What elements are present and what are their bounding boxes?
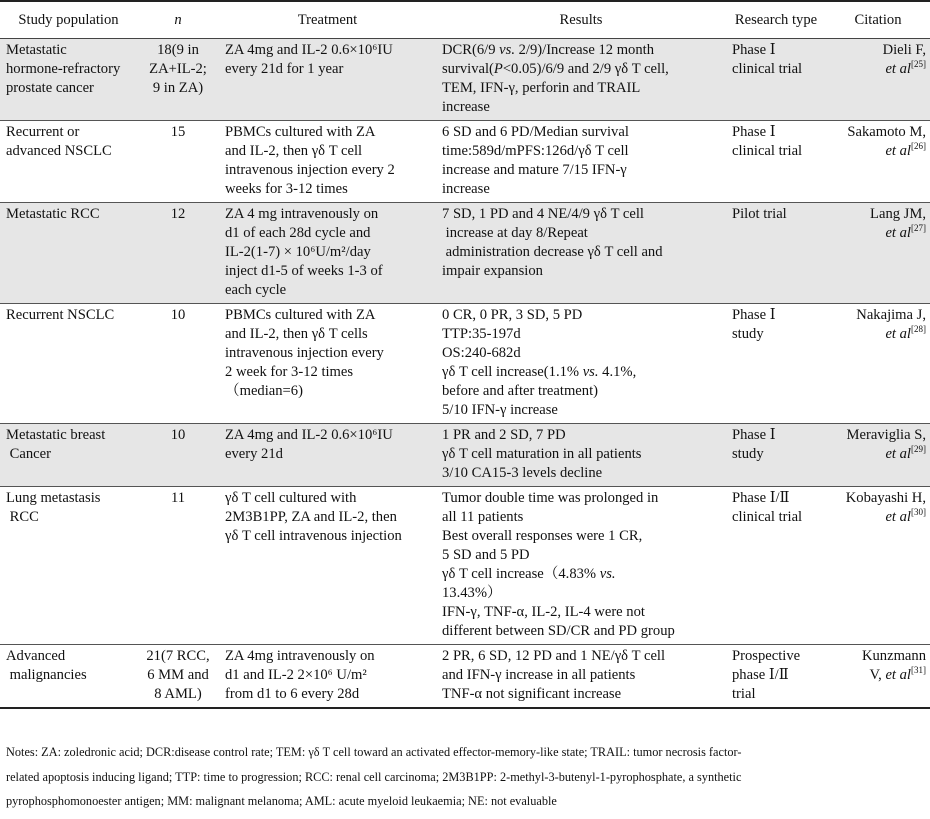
citation-cell <box>826 304 930 424</box>
treatment-line: weeks for 3-12 times <box>225 181 348 197</box>
treatment-line: ZA 4mg and IL-2 0.6×10⁶IU <box>225 427 393 443</box>
results-line: 6 SD and 6 PD/Median survival <box>442 124 629 140</box>
results-line: administration decrease γδ T cell and <box>442 244 663 260</box>
note-line: related apoptosis inducing ligand; TTP: time to progression; RCC: renal cell carcinoma; 2M3B1PP: 2-methyl-3-butenyl-1-pyrophosphate, a synthetic <box>6 769 742 784</box>
citation-line: et al[27] <box>885 223 926 241</box>
results-line: Best overall responses were 1 CR, <box>442 528 643 544</box>
results-line: survival(P<0.05)/6/9 and 2/9 γδ T cell, <box>442 61 669 77</box>
research-type-cell <box>726 645 826 709</box>
results-line: TEM, IFN-γ, perforin and TRAIL <box>442 80 641 96</box>
results-line: γδ T cell increase（4.83% vs. <box>442 566 616 582</box>
results-line: increase <box>442 99 490 115</box>
results-cell <box>436 304 726 424</box>
header-study-population: Study population <box>0 1 137 39</box>
results-cell <box>436 203 726 304</box>
treatment-cell <box>219 487 436 645</box>
citation-cell <box>826 645 930 709</box>
results-line: 0 CR, 0 PR, 3 SD, 5 PD <box>442 307 583 323</box>
treatment-cell <box>219 203 436 304</box>
research-type-line: study <box>732 326 764 342</box>
n-line: 9 in ZA) <box>152 80 204 96</box>
treatment-line: ZA 4mg intravenously on <box>225 648 375 664</box>
citation-line: V, et al[31] <box>869 665 926 683</box>
results-line: 2 PR, 6 SD, 12 PD and 1 NE/γδ T cell <box>442 648 666 664</box>
treatment-line: and IL-2, then γδ T cells <box>225 326 368 342</box>
treatment-line: inject d1-5 of weeks 1-3 of <box>225 263 383 279</box>
research-type-line: phase Ⅰ/Ⅱ <box>732 667 789 683</box>
population-line: Recurrent NSCLC <box>6 307 115 323</box>
n-cell <box>137 645 219 709</box>
results-line: 5/10 IFN-γ increase <box>442 402 558 418</box>
research-type-line: clinical trial <box>732 143 803 159</box>
table-row <box>0 121 930 203</box>
population-line: prostate cancer <box>6 80 94 96</box>
citation-cell <box>826 121 930 203</box>
header-research-type: Research type <box>726 1 826 39</box>
treatment-line: intravenous injection every <box>225 345 384 361</box>
table-row <box>0 487 930 645</box>
treatment-line: each cycle <box>225 282 287 298</box>
population-cell <box>0 304 137 424</box>
treatment-line: and IL-2, then γδ T cell <box>225 143 363 159</box>
table-row <box>0 203 930 304</box>
n-line: 21(7 RCC, <box>146 648 210 664</box>
population-line: malignancies <box>6 667 87 683</box>
treatment-line: every 21d for 1 year <box>225 61 344 77</box>
population-line: Metastatic RCC <box>6 206 100 222</box>
results-line: increase and mature 7/15 IFN-γ <box>442 162 627 178</box>
research-type-line: Phase Ⅰ <box>732 427 776 443</box>
citation-cell <box>826 487 930 645</box>
treatment-cell <box>219 645 436 709</box>
results-line: increase at day 8/Repeat <box>442 225 588 241</box>
n-cell <box>137 203 219 304</box>
research-type-line: clinical trial <box>732 61 803 77</box>
results-line: 3/10 CA15-3 levels decline <box>442 465 603 481</box>
population-line: Metastatic breast <box>6 427 106 443</box>
research-type-line: clinical trial <box>732 509 803 525</box>
results-cell <box>436 121 726 203</box>
results-line: impair expansion <box>442 263 543 279</box>
citation-line: et al[28] <box>885 324 926 342</box>
results-line: and IFN-γ increase in all patients <box>442 667 636 683</box>
n-line: 12 <box>170 206 186 222</box>
citation-cell <box>826 39 930 121</box>
population-line: Recurrent or <box>6 124 80 140</box>
treatment-line: IL-2(1-7) × 10⁶U/m²/day <box>225 244 371 260</box>
population-cell <box>0 39 137 121</box>
population-cell <box>0 645 137 709</box>
treatment-line: d1 of each 28d cycle and <box>225 225 371 241</box>
citation-line: Meraviglia S, <box>846 427 926 443</box>
table-row <box>0 645 930 709</box>
n-line: 10 <box>170 307 186 323</box>
results-line: DCR(6/9 vs. 2/9)/Increase 12 month <box>442 42 654 58</box>
treatment-line: intravenous injection every 2 <box>225 162 395 178</box>
research-type-cell <box>726 304 826 424</box>
table-body <box>0 39 930 709</box>
treatment-cell <box>219 121 436 203</box>
research-type-line: Phase Ⅰ <box>732 307 776 323</box>
citation-line: et al[30] <box>885 507 926 525</box>
n-line: 18(9 in <box>157 42 199 58</box>
treatment-line: from d1 to 6 every 28d <box>225 686 360 702</box>
population-line: Lung metastasis <box>6 490 101 506</box>
treatment-cell <box>219 304 436 424</box>
n-line: 10 <box>170 427 186 443</box>
citation-line: Kunzmann <box>861 648 926 664</box>
results-cell <box>436 39 726 121</box>
population-line: Advanced <box>6 648 66 664</box>
treatment-line: 2M3B1PP, ZA and IL-2, then <box>225 509 397 525</box>
citation-cell <box>826 424 930 487</box>
note-line: Notes: ZA: zoledronic acid; DCR:disease control rate; TEM: γδ T cell toward an activated effector-memory-like state; TRAIL: tumor necrosis factor- <box>6 745 742 759</box>
results-cell <box>436 487 726 645</box>
n-cell <box>137 487 219 645</box>
treatment-line: PBMCs cultured with ZA <box>225 307 376 323</box>
research-type-line: trial <box>732 686 756 702</box>
results-line: Tumor double time was prolonged in <box>442 490 659 506</box>
citation-line: et al[25] <box>885 59 926 77</box>
table-row <box>0 424 930 487</box>
citation-line: Dieli F, <box>882 42 926 58</box>
note-line: pyrophosphomonoester antigen; MM: malignant melanoma; AML: acute myeloid leukaemia; NE: not evaluable <box>6 794 557 808</box>
research-type-cell <box>726 203 826 304</box>
n-cell <box>137 121 219 203</box>
results-line: all 11 patients <box>442 509 524 525</box>
research-type-cell <box>726 487 826 645</box>
header-citation: Citation <box>826 1 930 39</box>
research-type-cell <box>726 424 826 487</box>
results-line: before and after treatment) <box>442 383 598 399</box>
treatment-line: every 21d <box>225 446 283 462</box>
treatment-line: 2 week for 3-12 times <box>225 364 354 380</box>
n-line: 8 AML) <box>154 686 202 702</box>
table-notes <box>6 740 926 814</box>
treatment-line: γδ T cell intravenous injection <box>225 528 402 544</box>
results-line: OS:240-682d <box>442 345 521 361</box>
n-line: ZA+IL-2; <box>149 61 207 77</box>
results-line: 7 SD, 1 PD and 4 NE/4/9 γδ T cell <box>442 206 644 222</box>
treatment-cell <box>219 39 436 121</box>
population-line: Metastatic <box>6 42 67 58</box>
research-type-cell <box>726 121 826 203</box>
n-line: 15 <box>170 124 186 140</box>
table-row <box>0 39 930 121</box>
research-type-line: Pilot trial <box>732 206 787 222</box>
research-type-cell <box>726 39 826 121</box>
n-cell <box>137 39 219 121</box>
citation-line: et al[26] <box>885 141 926 159</box>
treatment-line: d1 and IL-2 2×10⁶ U/m² <box>225 667 367 683</box>
results-cell <box>436 645 726 709</box>
treatment-line: PBMCs cultured with ZA <box>225 124 376 140</box>
population-line: Cancer <box>6 446 51 462</box>
n-line: 11 <box>170 490 186 506</box>
treatment-line: （median=6) <box>225 383 303 399</box>
citation-line: Nakajima J, <box>856 307 926 323</box>
research-type-line: Phase Ⅰ <box>732 42 776 58</box>
header-row <box>0 1 930 39</box>
results-line: γδ T cell increase(1.1% vs. 4.1%, <box>442 364 637 380</box>
citation-line: Kobayashi H, <box>845 490 926 506</box>
research-type-line: Prospective <box>732 648 801 664</box>
n-line: 6 MM and <box>147 667 209 683</box>
treatment-line: ZA 4mg and IL-2 0.6×10⁶IU <box>225 42 393 58</box>
population-cell <box>0 424 137 487</box>
results-line: γδ T cell maturation in all patients <box>442 446 642 462</box>
research-type-line: Phase Ⅰ/Ⅱ <box>732 490 790 506</box>
results-line: TTP:35-197d <box>442 326 521 342</box>
table-row <box>0 304 930 424</box>
citation-line: Sakamoto M, <box>847 124 926 140</box>
results-cell <box>436 424 726 487</box>
population-cell <box>0 203 137 304</box>
population-cell <box>0 121 137 203</box>
research-type-line: study <box>732 446 764 462</box>
population-line: RCC <box>6 509 39 525</box>
treatment-line: γδ T cell cultured with <box>225 490 357 506</box>
n-cell <box>137 424 219 487</box>
population-line: advanced NSCLC <box>6 143 112 159</box>
results-line: increase <box>442 181 490 197</box>
population-line: hormone-refractory <box>6 61 121 77</box>
results-line: TNF-α not significant increase <box>442 686 622 702</box>
results-line: 13.43%） <box>442 585 502 601</box>
header-results: Results <box>436 1 726 39</box>
citation-line: et al[29] <box>885 444 926 462</box>
results-line: different between SD/CR and PD group <box>442 623 675 639</box>
treatment-line: ZA 4 mg intravenously on <box>225 206 379 222</box>
research-type-line: Phase Ⅰ <box>732 124 776 140</box>
results-line: time:589d/mPFS:126d/γδ T cell <box>442 143 629 159</box>
header-n: n <box>137 1 219 39</box>
results-line: 5 SD and 5 PD <box>442 547 530 563</box>
results-line: 1 PR and 2 SD, 7 PD <box>442 427 566 443</box>
results-line: IFN-γ, TNF-α, IL-2, IL-4 were not <box>442 604 645 620</box>
citation-line: Lang JM, <box>870 206 926 222</box>
header-treatment: Treatment <box>219 1 436 39</box>
citation-cell <box>826 203 930 304</box>
n-cell <box>137 304 219 424</box>
treatment-cell <box>219 424 436 487</box>
population-cell <box>0 487 137 645</box>
